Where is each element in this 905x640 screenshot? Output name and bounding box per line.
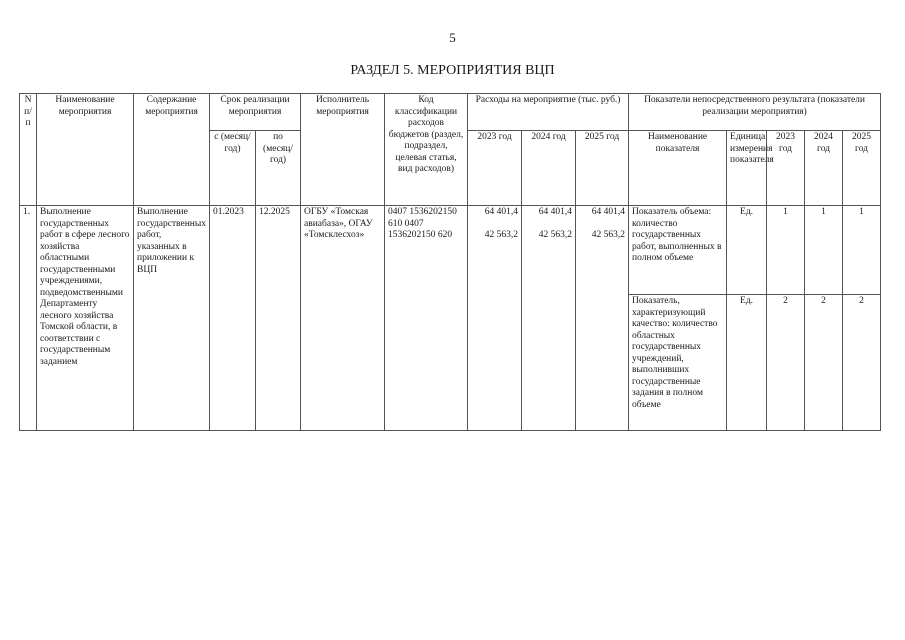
indicator-2023: 1	[767, 206, 805, 295]
header-ind-2023: 2023 год	[767, 131, 805, 206]
activities-table	[19, 93, 881, 431]
header-name: Наименование мероприятия	[37, 94, 134, 206]
header-period-to: по (месяц/ год)	[256, 131, 301, 206]
header-exp-2025: 2025 год	[576, 131, 629, 206]
row-executor: ОГБУ «Томская авиабаза», ОГАУ «Томсклесхоз»	[301, 206, 385, 431]
row-content: Выполнение государственных работ, указанных в приложении к ВЦП	[134, 206, 210, 431]
row-to: 12.2025	[256, 206, 301, 431]
indicator-name: Показатель, характеризующий качество: количество областных государственных учреждений, выполнивших государственные задания в полном объеме	[629, 295, 727, 431]
row-num: 1.	[20, 206, 37, 431]
header-num: N п/ п	[20, 94, 37, 206]
indicator-unit: Ед.	[727, 295, 767, 431]
header-exp-2023: 2023 год	[468, 131, 522, 206]
page-number: 5	[449, 30, 456, 45]
indicator-2025: 1	[843, 206, 881, 295]
indicator-2024: 2	[805, 295, 843, 431]
header-ind-unit: Единица измерения показателя	[727, 131, 767, 206]
row-name: Выполнение государственных работ в сфере лесного хозяйства областными государственными учреждениями, подведомственными Департаменту лесного хозяйства Томской области, в соответствии с государственным заданием	[37, 206, 134, 431]
indicator-2024: 1	[805, 206, 843, 295]
table-row	[20, 206, 881, 295]
row-exp-2025: 64 401,4 42 563,2	[576, 206, 629, 431]
indicator-unit: Ед.	[727, 206, 767, 295]
header-ind-name: Наименование показателя	[629, 131, 727, 206]
header-indicators: Показатели непосредственного результата (показатели реализации мероприятия)	[629, 94, 881, 131]
header-ind-2025: 2025 год	[843, 131, 881, 206]
row-exp-2023: 64 401,4 42 563,2	[468, 206, 522, 431]
row-from: 01.2023	[210, 206, 256, 431]
header-executor: Исполнитель мероприятия	[301, 94, 385, 206]
row-exp-2024: 64 401,4 42 563,2	[522, 206, 576, 431]
header-content: Содержание мероприятия	[134, 94, 210, 206]
indicator-2023: 2	[767, 295, 805, 431]
indicator-name: Показатель объема: количество государственных работ, выполненных в полном объеме	[629, 206, 727, 295]
indicator-2025: 2	[843, 295, 881, 431]
header-period: Срок реализации мероприятия	[210, 94, 301, 131]
header-ind-2024: 2024 год	[805, 131, 843, 206]
section-title: РАЗДЕЛ 5. МЕРОПРИЯТИЯ ВЦП	[350, 63, 555, 78]
header-row-1	[20, 94, 881, 131]
header-code: Код классификации расходов бюджетов (раздел, подраздел, целевая статья, вид расходов)	[385, 94, 468, 206]
header-expenses: Расходы на мероприятие (тыс. руб.)	[468, 94, 629, 131]
row-code: 0407 1536202150 610 0407 1536202150 620	[385, 206, 468, 431]
header-exp-2024: 2024 год	[522, 131, 576, 206]
header-period-from: с (месяц/ год)	[210, 131, 256, 206]
